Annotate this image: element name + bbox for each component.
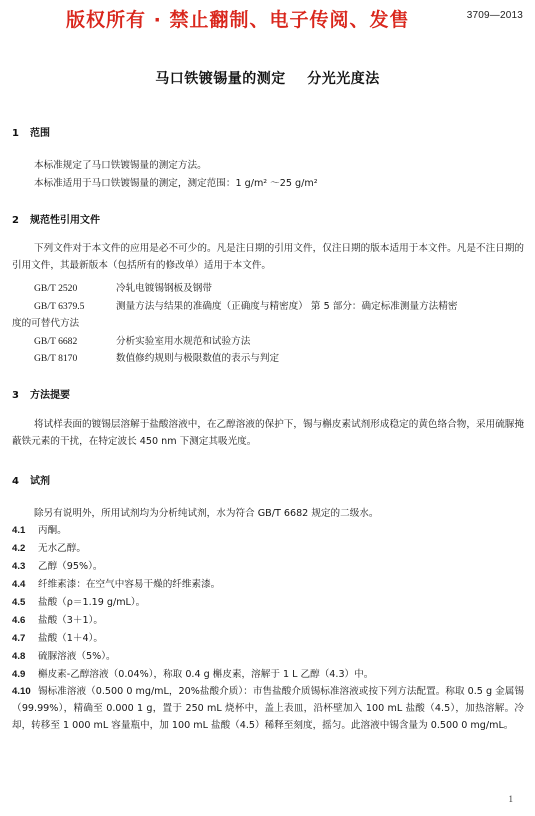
list-item [12,630,103,644]
item-number: 4.6 [12,615,26,626]
reference-code: GB/T 6682 [34,336,78,347]
item-number: 4.1 [12,525,26,536]
reference-item [34,298,457,312]
reference-continuation: 度的可替代方法 [12,318,80,329]
reference-title: 分析实验室用水规范和试验方法 [116,336,251,347]
item-text: 盐酸（ρ＝1.19 g/mL）。 [38,597,146,608]
item-text: 硫脲溶液（5%）。 [38,651,116,662]
item-text: 乙醇（95%）。 [38,561,103,572]
paragraph: 本标准规定了马口铁镀锡量的测定方法。 [34,160,207,171]
item-text: 槲皮素-乙醇溶液（0.04%），称取 0.4 g 槲皮素，溶解于 1 L 乙醇（4.3）中。 [38,669,374,680]
item-number: 4.8 [12,651,26,662]
list-item-long [12,683,524,734]
section-heading-scope [12,124,50,139]
copyright-watermark: 版权所有 · 禁止翻制、电子传阅、发售 [66,9,410,31]
page-number: 1 [508,794,513,804]
item-number: 4.4 [12,579,26,590]
item-number: 4.10 [12,686,31,697]
section-heading-method-summary [12,386,70,401]
item-number: 4.2 [12,543,26,554]
item-number: 4.7 [12,633,26,644]
reference-item [34,350,279,364]
section-heading-reagents [12,472,50,487]
list-item [12,540,86,554]
item-number: 4.5 [12,597,26,608]
section-number: 4 [12,476,19,487]
section-heading-normative-references [12,211,100,226]
reference-code: GB/T 2520 [34,283,78,294]
section-title: 试剂 [30,476,50,487]
reference-code: GB/T 6379.5 [34,301,85,312]
section-number: 1 [12,128,19,139]
reference-item [34,333,250,347]
section-title: 方法提要 [30,390,70,401]
section-title: 范围 [30,128,50,139]
item-number: 4.9 [12,669,26,680]
paragraph: 将试样表面的镀锡层溶解于盐酸溶液中，在乙醇溶液的保护下，锡与槲皮素试剂形成稳定的黄色络合物，采用硫脲掩蔽铁元素的干扰，在特定波长 450 nm 下测定其吸光度。 [12,419,524,447]
list-item [12,666,373,680]
reference-title: 冷轧电镀锡钢板及钢带 [116,283,212,294]
reference-code: GB/T 8170 [34,353,78,364]
section-number: 3 [12,390,19,401]
list-item [12,522,67,536]
document-title: 马口铁镀锡量的测定 分光光度法 [155,71,380,87]
item-text: 锡标准溶液（0.500 0 mg/mL，20%盐酸介质）：市售盐酸介质锡标准溶液或按下列方法配置。称取 0.5 g 金属锡（99.99%），精确至 0.000 1 g，置于 250 mL 烧杯中，盖上表皿，沿杯壁加入 100 mL 盐酸（4.5），加热溶解。冷却，转移至 1 000 mL 容量瓶中，加 100 mL 盐酸（4.5）稀释至刻度，摇匀。此溶液中锡含量为 0.500 0 mg/mL。 [12,686,524,731]
paragraph: 除另有说明外，所用试剂均为分析纯试剂，水为符合 GB/T 6682 规定的二级水。 [34,508,379,519]
section-title: 规范性引用文件 [30,215,100,226]
standard-code: 3709—2013 [466,10,523,21]
item-number: 4.3 [12,561,26,572]
list-item [12,612,103,626]
list-item [12,648,116,662]
list-item [12,558,103,572]
reference-title: 测量方法与结果的准确度（正确度与精密度） 第 5 部分：确定标准测量方法精密 [116,301,458,312]
paragraph: 本标准适用于马口铁镀锡量的测定，测定范围：1 g/m² ～25 g/m² [34,178,318,189]
item-text: 纤维素漆：在空气中容易干燥的纤维素漆。 [38,579,221,590]
section-number: 2 [12,215,19,226]
list-item [12,576,220,590]
list-item [12,594,145,608]
item-text: 丙酮。 [38,525,67,536]
reference-item [34,280,212,294]
item-text: 盐酸（3＋1）。 [38,615,103,626]
item-text: 盐酸（1＋4）。 [38,633,103,644]
item-text: 无水乙醇。 [38,543,86,554]
reference-title: 数值修约规则与极限数值的表示与判定 [116,353,280,364]
paragraph: 下列文件对于本文件的应用是必不可少的。凡是注日期的引用文件，仅注日期的版本适用于本文件。凡是不注日期的引用文件，其最新版本（包括所有的修改单）适用于本文件。 [12,243,524,271]
